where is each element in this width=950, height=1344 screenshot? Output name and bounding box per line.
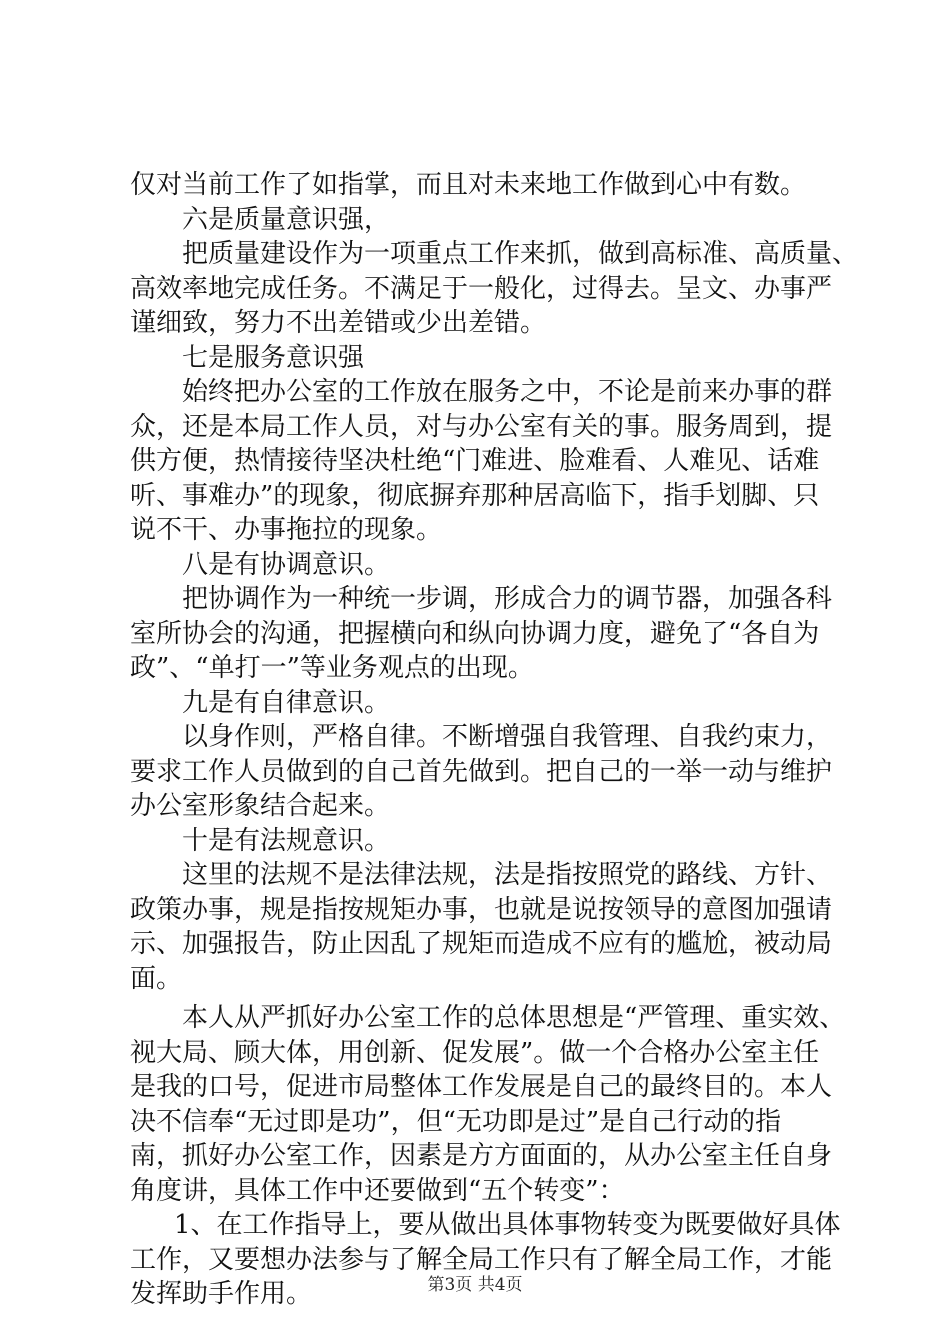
text-line: 要求工作人员做到的自己首先做到。把自己的一举一动与维护 [130,756,833,787]
text-line: 政”、“单打一”等业务观点的出现。 [130,653,534,683]
section-heading: 九是有自律意识。 [182,687,391,718]
text-line: 这里的法规不是法律法规，法是指按照党的路线、方针、 [182,860,833,890]
section-heading: 七是服务意识强 [182,342,365,373]
text-line: 南，抓好办公室工作，因素是方方面面的，从办公室主任自身 [130,1141,833,1171]
text-line: 谨细致，努力不出差错或少出差错。 [130,308,547,338]
section-heading: 八是有协调意识。 [182,549,391,580]
text-line: 把质量建设作为一项重点工作来抓，做到高标准、高质量、 [182,239,859,269]
page-number: 第3页 共4页 [427,1275,523,1295]
text-line: 发挥助手作用。 [130,1279,313,1309]
text-line: 政策办事，规是指按规矩办事，也就是说按领导的意图加强请 [130,894,833,925]
text-line: 工作，又要想办法参与了解全局工作只有了解全局工作，才能 [130,1244,833,1275]
list-item: 1、在工作指导上，要从做出具体事物转变为既要做好具体 [174,1210,841,1240]
text-line: 供方便，热情接待坚决杜绝“门难进、脸难看、人难见、话难 [130,446,820,476]
text-line: 始终把办公室的工作放在服务之中，不论是前来办事的群 [182,377,833,407]
text-line: 听、事难办”的现象，彻底摒弃那种居高临下，指手划脚、只 [130,480,820,511]
text-line: 把协调作为一种统一步调，形成合力的调节器，加强各科 [182,584,833,614]
text-line: 示、加强报告，防止因乱了规矩而造成不应有的尴尬，被动局 [130,929,833,959]
text-line: 办公室形象结合起来。 [130,791,391,821]
text-line: 视大局、顾大体，用创新、促发展”。做一个合格办公室主任 [130,1037,820,1068]
text-line: 说不干、办事拖拉的现象。 [130,515,443,545]
document-body [130,168,859,1312]
text-line: 高效率地完成任务。不满足于一般化，过得去。呈文、办事严 [130,273,833,304]
text-line: 众，还是本局工作人员，对与办公室有关的事。服务周到，提 [130,411,833,442]
text-line: 是我的口号，促进市局整体工作发展是自己的最终目的。本人 [130,1072,833,1102]
text-line: 决不信奉“无过即是功”，但“无功即是过”是自己行动的指 [130,1106,782,1137]
text-line: 仅对当前工作了如指掌，而且对未来地工作做到心中有数。 [130,170,807,200]
text-line: 室所协会的沟通，把握横向和纵向协调力度，避免了“各自为 [130,618,820,649]
page-footer [0,1270,950,1295]
section-heading: 六是质量意识强， [182,204,391,235]
text-line: 角度讲，具体工作中还要做到“五个转变”： [130,1175,625,1206]
text-line: 以身作则，严格自律。不断增强自我管理、自我约束力， [182,722,833,752]
text-line: 本人从严抓好办公室工作的总体思想是“严管理、重实效、 [182,1003,846,1033]
text-line: 面。 [130,963,183,994]
section-heading: 十是有法规意识。 [182,825,391,856]
